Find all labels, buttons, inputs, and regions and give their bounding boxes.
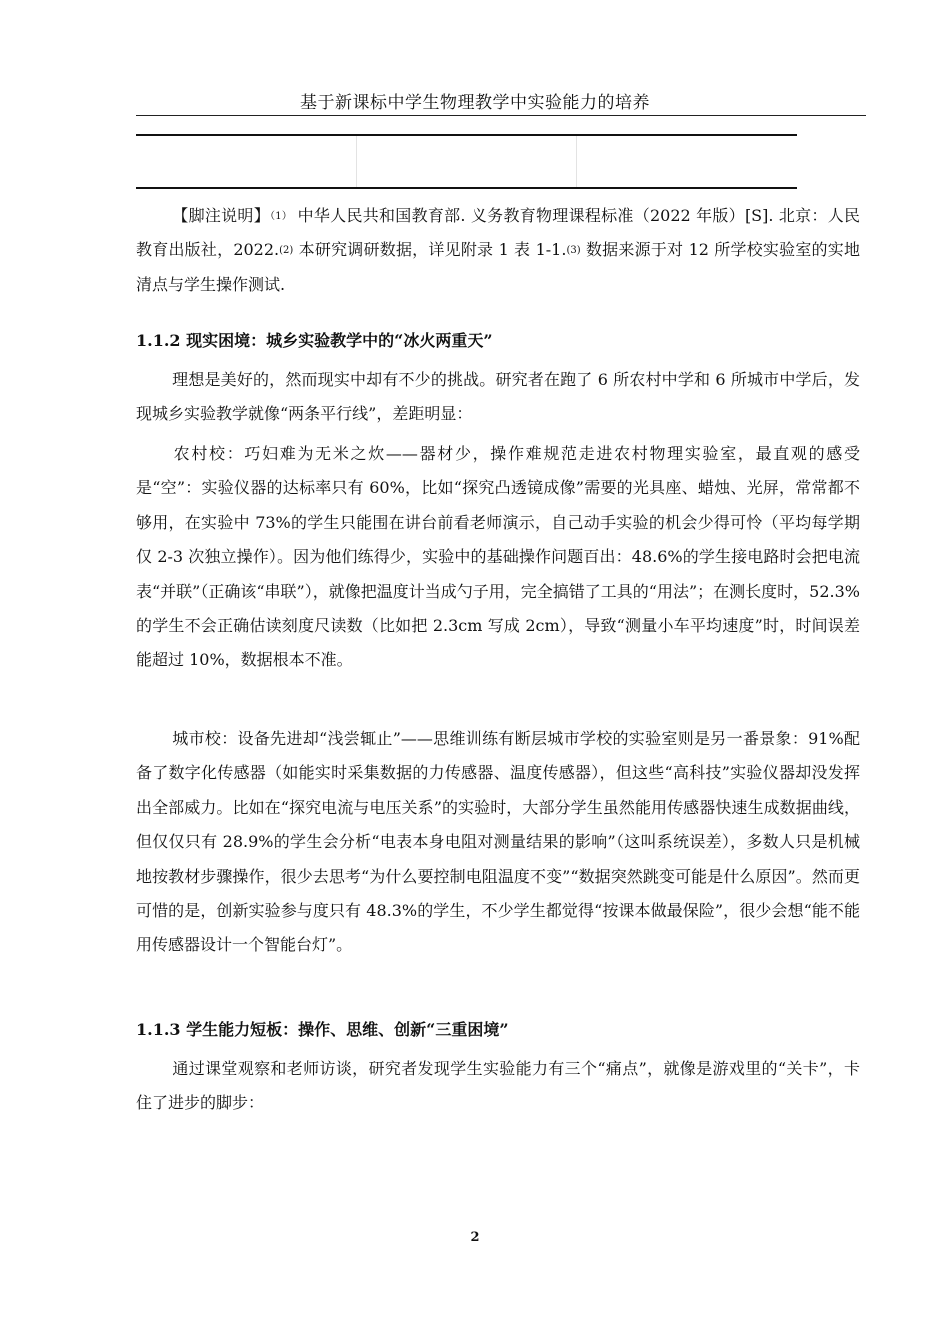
paragraph-text: 农村校：巧妇难为无米之炊——器材少，操作难规范走进农村物理实验室，最直观的感受是“空”：实验仪器的达标率只有 60%，比如“探究凸透镜成像”需要的光具座、蜡烛、光屏，常常都不够用，在实验中 73%的学生只能围在讲台前看老师演示，自己动手实验的机会少得可怜（平均每学期仅 2-3 次独立操作）。因为他们练得少，实验中的基础操作问题百出：48.6%的学生接电路时会把电流表“并联”（正确该“串联”），就像把温度计当成勺子用，完全搞错了工具的“用法”；在测长度时，52.3%的学生不会正确估读刻度尺读数（比如把 2.3cm 写成 2cm），导致“测量小车平均速度”时，时间误差能超过 10%，数据根本不准。 xyxy=(136,444,860,670)
paragraph-text: 通过课堂观察和老师访谈，研究者发现学生实验能力有三个“痛点”，就像是游戏里的“关卡”，卡住了进步的脚步： xyxy=(136,1059,860,1113)
footnote-mark-2: (2) xyxy=(279,245,294,257)
section-heading-1-1-3: 1.1.3 学生能力短板：操作、思维、创新“三重困境” xyxy=(136,1020,509,1039)
footnote-text-1: 中华人民共和国教育部. 义务教育物理课程标准（2022 年版）[S]. 北京：人民教育出版社，2022. xyxy=(136,206,860,260)
table-cell xyxy=(576,136,797,187)
header-rule xyxy=(136,115,866,116)
footnote-paragraph xyxy=(136,199,860,302)
paragraph-text: 城市校：设备先进却“浅尝辄止”——思维训练有断层城市学校的实验室则是另一番景象：91%配备了数字化传感器（如能实时采集数据的力传感器、温度传感器），但这些“高科技”实验仪器却没发挥出全部威力。比如在“探究电流与电压关系”的实验时，大部分学生虽然能用传感器快速生成数据曲线，但仅仅只有 28.9%的学生会分析“电表本身电阻对测量结果的影响”（这叫系统误差），多数人只是机械地按教材步骤操作，很少去思考“为什么要控制电阻温度不变”“数据突然跳变可能是什么原因”。然而更可惜的是，创新实验参与度只有 48.3%的学生，不少学生都觉得“按课本做最保险”，很少会想“能不能用传感器设计一个智能台灯”。 xyxy=(136,729,860,955)
paragraph xyxy=(136,363,860,432)
table-cell xyxy=(356,136,577,187)
page-header-title: 基于新课标中学生物理教学中实验能力的培养 xyxy=(300,93,650,113)
footnote-mark-1: （1） xyxy=(270,211,293,222)
footnote-mark-3: (3) xyxy=(566,245,581,257)
paragraph xyxy=(136,1052,860,1121)
footnote-text-3: 数据来源于对 12 所学校实验室的实地清点与学生操作测试. xyxy=(136,240,860,294)
page-number: 2 xyxy=(470,1230,480,1245)
footnote-label: 【脚注说明】 xyxy=(172,206,270,225)
empty-table xyxy=(136,134,797,189)
paragraph-text: 理想是美好的，然而现实中却有不少的挑战。研究者在跑了 6 所农村中学和 6 所城市中学后，发现城乡实验教学就像“两条平行线”，差距明显： xyxy=(136,370,860,424)
section-heading-1-1-2: 1.1.2 现实困境：城乡实验教学中的“冰火两重天” xyxy=(136,331,493,350)
paragraph-urban xyxy=(136,722,860,963)
table-cell xyxy=(136,136,356,187)
paragraph-rural xyxy=(136,437,860,678)
footnote-text-2: 本研究调研数据，详见附录 1 表 1-1. xyxy=(298,240,567,260)
